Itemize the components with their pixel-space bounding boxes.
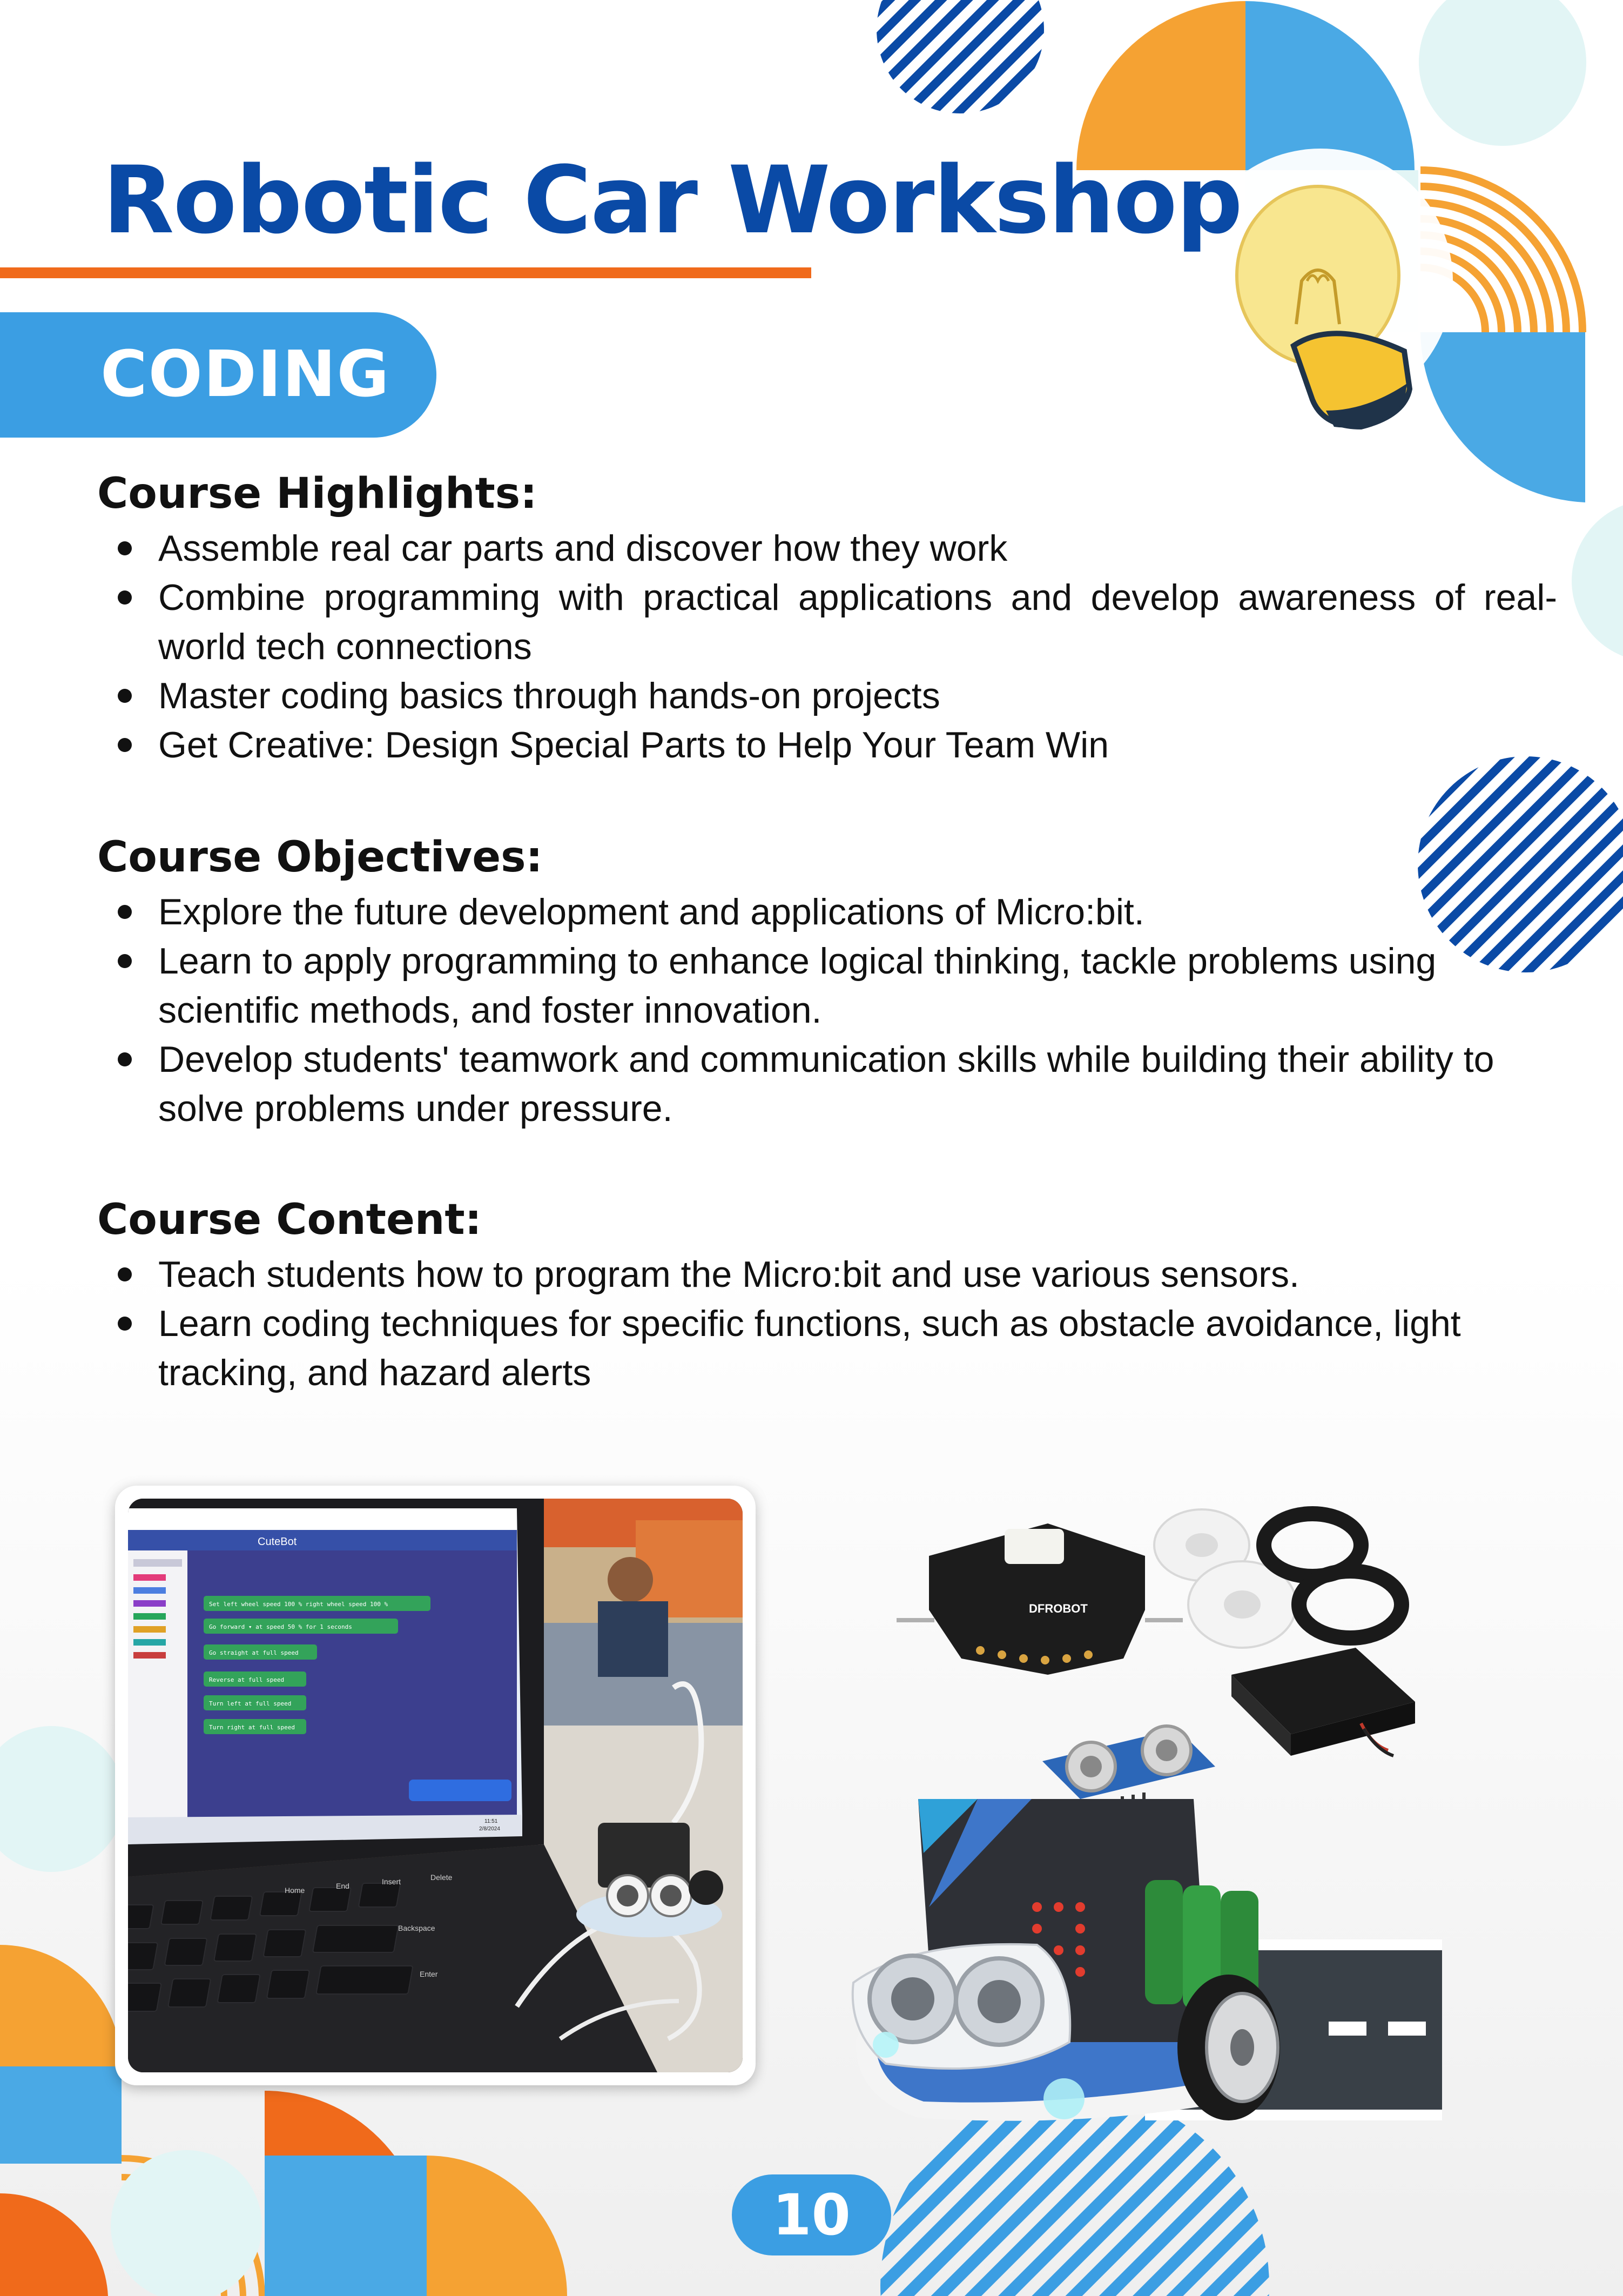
list-item: Master coding basics through hands-on projects	[97, 672, 1566, 721]
expansion-board	[897, 1523, 1183, 1675]
bottom-blue-block	[265, 2156, 427, 2296]
category-pill	[0, 312, 436, 438]
laptop-scene	[128, 1499, 743, 2072]
section-objectives	[97, 829, 1566, 1133]
code-block-4: Reverse at full speed	[209, 1676, 285, 1683]
top-blue-quarter	[1245, 1, 1415, 170]
rear-wheel	[1177, 1975, 1280, 2120]
key-home: Home	[285, 1886, 305, 1895]
objectives-list	[97, 888, 1566, 1133]
code-block-1: Set left wheel speed 100 % right wheel speed 100 %	[209, 1601, 388, 1608]
page-number-badge	[732, 2174, 891, 2255]
highlights-list	[97, 524, 1566, 770]
bottom-left-blue-block	[0, 2066, 122, 2164]
robot-kit-illustration	[843, 1496, 1469, 2145]
list-item: Get Creative: Design Special Parts to Help Your Team Win	[97, 721, 1566, 770]
list-item: Explore the future development and applications of Micro:bit.	[97, 888, 1566, 937]
list-item: Develop students' teamwork and communication skills while building their ability to solve problems under pressure.	[97, 1035, 1566, 1133]
page-title: Robotic Car Workshop	[103, 146, 1242, 254]
photo-scene	[128, 1499, 743, 2072]
section-content	[97, 1192, 1566, 1398]
list-item: Teach students how to program the Micro:bit and use various sensors.	[97, 1250, 1566, 1299]
list-item: Learn to apply programming to enhance logical thinking, tackle problems using scientific methods, and foster innovation.	[97, 937, 1481, 1035]
key-delete: Delete	[430, 1873, 453, 1882]
robot-car	[853, 1799, 1280, 2121]
code-block-3: Go straight at full speed	[209, 1649, 299, 1656]
list-item: Combine programming with practical applications and develop awareness of real-world tech connections	[97, 573, 1557, 672]
code-block-5: Turn left at full speed	[209, 1700, 292, 1707]
content-heading: Course Content:	[97, 1196, 482, 1244]
bottom-cyan-circle	[111, 2150, 262, 2296]
bottom-orange-half	[427, 2156, 567, 2296]
taskbar-clock: 11:51	[484, 1818, 498, 1824]
classroom-photo	[115, 1486, 756, 2085]
page-number: 10	[772, 2182, 851, 2248]
top-cyan-circle	[1419, 0, 1586, 146]
bottom-left-orange-quarter	[0, 1945, 122, 2066]
content-list	[97, 1250, 1566, 1398]
taskbar-date: 2/8/2024	[479, 1826, 500, 1832]
key-enter: Enter	[420, 1970, 438, 1978]
top-orange-quarter	[1076, 1, 1245, 170]
key-end: End	[336, 1882, 349, 1890]
key-insert: Insert	[382, 1877, 401, 1886]
bottom-left-cyan-circle	[0, 1726, 124, 1872]
bottom-orange-quarter-left	[0, 2193, 108, 2296]
battery-holder	[1231, 1648, 1415, 1756]
category-pill-label: CODING	[100, 337, 390, 411]
title-underline	[0, 267, 811, 278]
list-item: Assemble real car parts and discover how they work	[97, 524, 1566, 573]
code-block-2: Go forward ▾ at speed 50 % for 1 seconds	[209, 1623, 352, 1630]
board-brand-text: DFROBOT	[1029, 1602, 1088, 1615]
highlights-heading: Course Highlights:	[97, 469, 537, 518]
objectives-heading: Course Objectives:	[97, 833, 543, 882]
right-edge-cyan-circle	[1572, 500, 1623, 662]
section-highlights	[97, 466, 1566, 770]
list-item: Learn coding techniques for specific functions, such as obstacle avoidance, light tracking, and hazard alerts	[97, 1299, 1481, 1398]
code-block-6: Turn right at full speed	[209, 1724, 295, 1731]
key-backspace: Backspace	[398, 1924, 435, 1932]
app-title-text: CuteBot	[258, 1536, 297, 1548]
